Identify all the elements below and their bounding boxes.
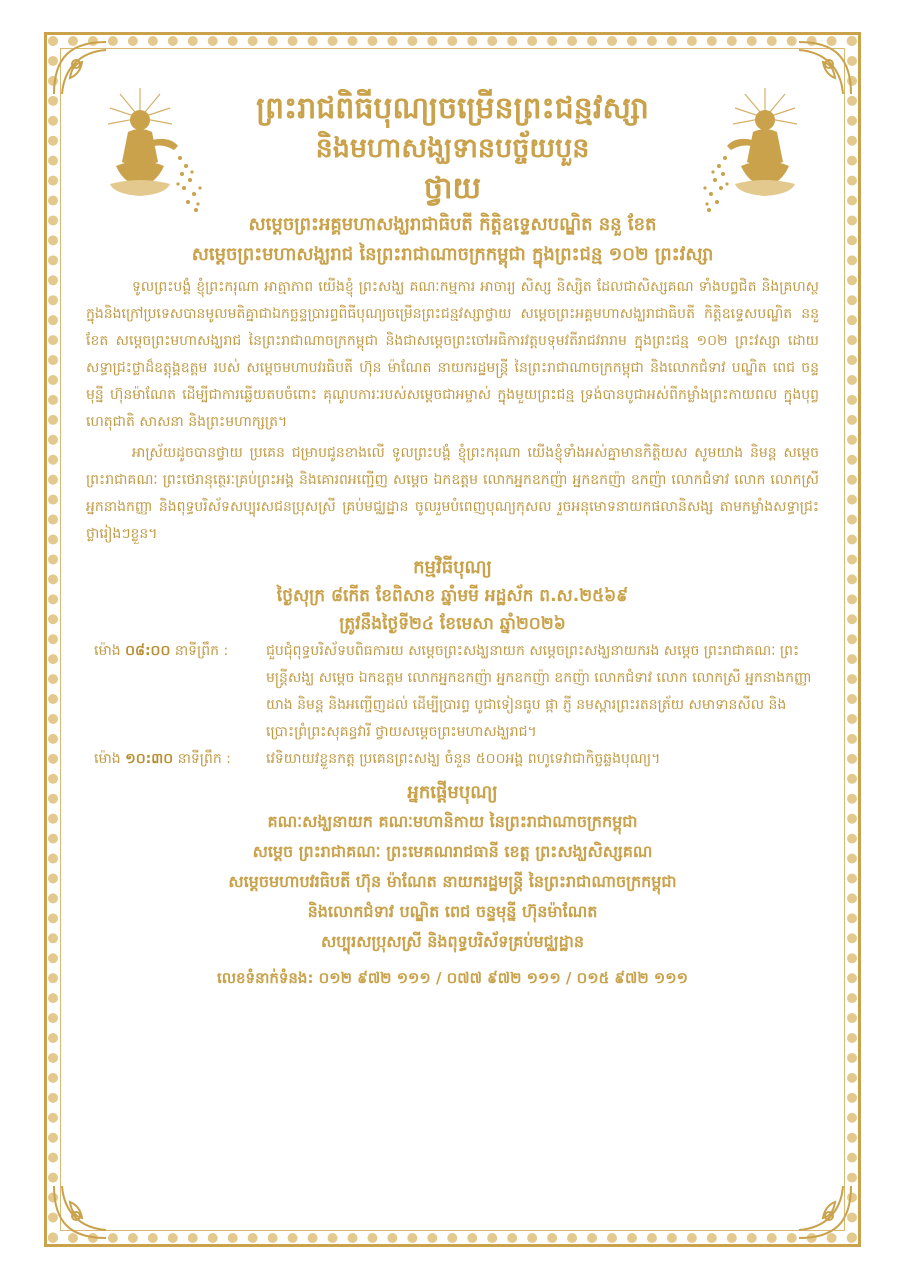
offering-title: ថ្វាយ: [423, 171, 482, 206]
schedule-description: វេទិយាយវខ្លួនកត្ត ប្រគេនព្រះសង្ឃ ចំនួន ៥០០អង្គ ពហូទេវាជាកិច្ចឆ្លងបុណ្យ។: [266, 751, 661, 767]
schedule-item: [94, 638, 825, 746]
invitation-content: [80, 88, 825, 1218]
time-value: ០៨:០០: [125, 643, 171, 659]
main-title: ព្រះរាជពិធីបុណ្យចម្រើនព្រះជន្មវស្សា: [256, 91, 649, 126]
time-prefix: ម៉ោង: [94, 751, 121, 767]
organizer-line: គណៈសង្ឃនាយក គណៈមហានិកាយ នៃព្រះរាជាណាចក្រកម្ពុជា: [267, 812, 638, 831]
contact-phone: លេខទំនាក់ទំនង: ០១២ ៩៧២ ១១១ / ០៧៧ ៩៧២ ១១១ / ០១៥ ៩៧២ ១១១: [216, 969, 688, 987]
program-date-lunar: ថ្ងៃសុក្រ ៨កើត ខែពិសាខ ឆ្នាំមមី អដ្ឋស័ក ព.ស.២៥៦៩: [276, 586, 629, 606]
time-value: ១០:៣០: [125, 751, 174, 767]
organizers-heading: អ្នកផ្តើមបុណ្យ: [407, 782, 498, 803]
schedule-item: [94, 746, 825, 773]
schedule-time: [94, 638, 266, 746]
honoree-title: សម្តេចព្រះមហាសង្ឃរាជ នៃព្រះរាជាណាចក្រកម្ពុជា ក្នុងព្រះជន្ម ១០២ ព្រះវស្សា: [191, 244, 714, 265]
time-prefix: ម៉ោង: [94, 643, 121, 659]
sub-title: និងមហាសង្ឃទានបច្ច័យបួន: [315, 133, 590, 164]
time-period: នាទីព្រឹក :: [177, 751, 231, 767]
invitation-paragraph: អាស្រ័យដូចបានថ្វាយ ប្រគេន ជម្រាបជូនខាងលើ ទូលព្រះបង្គំ ខ្ញុំព្រះករុណា យើងខ្ញុំទាំងអស់គ្នាមានកិត្តិយស សូមយាង និមន្ត សម្តេច ព្រះរាជាគណៈ ព្រះថេរានុត្ថេរៈគ្រប់ព្រះអង្គ និងគោរពអញ្ជើញ សម្តេច ឯកឧត្តម លោកអ្នកឧកញ៉ា អ្នកឧកញ៉ា ឧកញ៉ា លោកជំទាវ លោក លោកស្រី អ្នកនាងកញ្ញា និងពុទ្ធបរិស័ទសប្បុរសជនប្រុសស្រី គ្រប់មជ្ឈដ្ឋាន ចូលរួមបំពេញបុណ្យកុសល រួចអនុមោទនាយកផលានិសង្ស តាមកម្លាំងសទ្ធាជ្រះថ្លារៀងៗខ្លួន។: [86, 445, 819, 542]
schedule-description: ជួបជុំពុទ្ធបរិស័ទបពិធការយ សម្តេចព្រះសង្ឃនាយក សម្តេចព្រះសង្ឃនាយករង សម្តេច ព្រះរាជាគណៈ ព្រះមន្ត្រីសង្ឃ សម្តេច ឯកឧត្តម លោកអ្នកឧកញ៉ា អ្នកឧកញ៉ា ឧកញ៉ា លោកជំទាវ លោក លោកស្រី អ្នកនាងកញ្ញា យាង និមន្ត និងអញ្ជើញដល់ ដើម្បីប្រារព្ធ បូជាទៀនធូប ផ្កា ភ្ញី នមស្ការព្រះរតនត្រ័យ សមាទានសីល និង ប្រោះព្រំព្រះសុគន្ធវារី ថ្វាយសម្តេចព្រះមហាសង្ឃរាជ។: [266, 643, 812, 740]
organizer-line: និងលោកជំទាវ បណ្ឌិត ពេជ ចន្ទមុន្នី ហ៊ុនម៉ាណែត: [307, 902, 598, 921]
intro-paragraph: ទូលព្រះបង្គំ ខ្ញុំព្រះករុណា អាត្មាភាព យើងខ្ញុំ ព្រះសង្ឃ គណៈកម្មការ អាចារ្យ សិស្ស និស្សិត ដែលជាសិស្សគណ ទាំងបព្វជិត និងគ្រហស្ថ ក្នុងនិងក្រៅប្រទេសបានមូលមតិគ្នាជាឯកច្ឆន្ទប្រារព្ធពិធីបុណ្យចម្រើនព្រះជន្មវស្សាថ្វាយ សម្តេចព្រះអគ្គមហាសង្ឃរាជាធិបតី កិត្តិឧទ្ទេសបណ្ឌិត ននួ ខែត សម្តេចព្រះមហាសង្ឃរាជ នៃព្រះរាជាណាចក្រកម្ពុជា និងជាសម្តេចព្រះចៅអធិការវត្តបទុមវតីរាជវរារាម ក្នុងព្រះជន្ម ១០២ ព្រះវស្សា ដោយសទ្ធាជ្រះថ្លាដ៏ឧត្តុង្គឧត្តម របស់ សម្តេចមហាបវរធិបតី ហ៊ុន ម៉ាណែត នាយករដ្ឋមន្ត្រី នៃព្រះរាជាណាចក្រកម្ពុជា និងលោកជំទាវ បណ្ឌិត ពេជ ចន្ទមុន្នី ហ៊ុនម៉ាណែត ដើម្បីជាការឆ្លើយតបចំពោះ គុណូបការៈរបស់សម្តេចជាអម្ចាស់ ក្នុងមួយព្រះជន្ម ទ្រង់បានបូជាអស់ពីកម្លាំងព្រះកាយពល ក្នុងបុព្វហេតុជាតិ សាសនា និងព្រះមហាក្សត្រ។: [86, 279, 819, 430]
schedule-time: [94, 746, 266, 773]
program-date-solar: ត្រូវនឹងថ្ងៃទី២៤ ខែមេសា ឆ្នាំ២០២៦: [339, 614, 566, 634]
organizer-line: សម្តេចមហាបវរធិបតី ហ៊ុន ម៉ាណែត នាយករដ្ឋមន្ត្រី នៃព្រះរាជាណាចក្រកម្ពុជា: [228, 872, 677, 891]
organizer-line: សម្តេច ព្រះរាជាគណៈ ព្រះមេគណរាជធានី ខេត្ត ព្រះសង្ឃសិស្សគណ: [252, 842, 653, 861]
honoree-name: សម្តេចព្រះអគ្គមហាសង្ឃរាជាធិបតី កិត្តិឧទ្ទេសបណ្ឌិត ននួ ខែត: [248, 214, 657, 235]
time-period: នាទីព្រឹក :: [174, 643, 229, 659]
program-heading: កម្មវិធីបុណ្យ: [413, 557, 492, 578]
organizer-line: សប្បុរសប្រុសស្រី និងពុទ្ធបរិស័ទគ្រប់មជ្ឈដ្ឋាន: [321, 932, 584, 951]
